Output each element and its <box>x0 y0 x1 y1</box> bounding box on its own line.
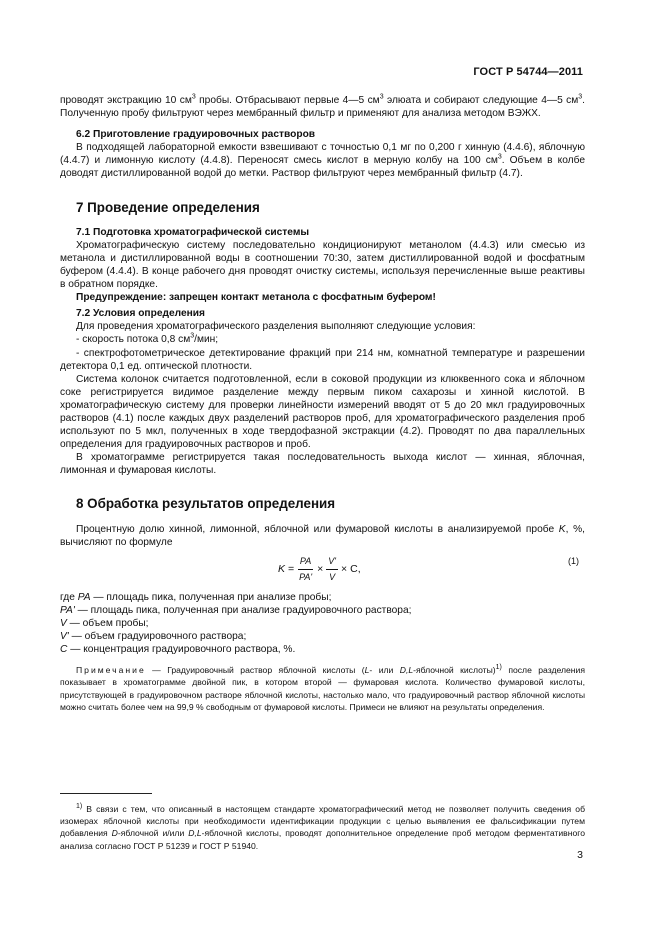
subsection-6-2-paragraph: В подходящей лабораторной емкости взвешивают с точностью 0,1 мг по 0,200 г хинную (4.4.6), яблочную (4.4.7) и лимонную кислоту (4.4.8). Переносят смесь кислот в мерную колбу на 100 $см^3$. Объем в колбе доводят дистиллированной водой до метки. Раствор фильтруют через мембранный фильтр (4.7). <box>60 142 585 180</box>
conditions-intro: Для проведения хроматографического разделения выполняют следующие условия: <box>76 321 476 333</box>
acid-sequence-paragraph: В хроматограмме регистрируется такая последовательность выхода кислот — хинная, яблочная, лимонная и фумаровая кислоты. <box>60 452 585 477</box>
page-content <box>60 94 585 713</box>
footnote-separator <box>60 793 152 794</box>
formula-number: (1) <box>568 555 579 566</box>
definition-v: V — объем пробы; <box>60 617 149 629</box>
formula-rhs: C, <box>350 562 361 575</box>
section-7-heading: 7 Проведение определения <box>76 199 260 215</box>
warning-text: Предупреждение: запрещен контакт метанола с фосфатным буфером! <box>76 292 436 304</box>
section-8-heading: 8 Обработка результатов определения <box>76 496 336 512</box>
subsection-6-2-heading: 6.2 Приготовление градуировочных растворов <box>76 129 316 141</box>
extraction-paragraph: проводят экстракцию 10 $см^3$ пробы. Отбрасывают первые 4—5 $см^3$ элюата и собирают следующие 4—5 $см^3$. Полученную пробу фильтруют через мембранный фильтр и применяют для анализа методом ВЭЖХ. <box>60 93 585 120</box>
footnote: $^{1)}$ В связи с тем, что описанный в настоящем стандарте хроматографический метод не позволяет получить сведения об изомерах яблочной кислоты при необходимости идентификации продукции с целью выявления ее фальсификации путем добавления D-яблочной и/или D,L-яблочной кислоты, проводят дополнительное определение проб методом ферментативного анализа согласно ГОСТ Р 51239 и ГОСТ Р 51940. <box>60 803 585 851</box>
formula-times-sign: × <box>341 562 348 575</box>
formula-expression <box>278 555 361 584</box>
formula-denominator-pa-i: PA' <box>299 571 313 582</box>
definition-pa: где PA — площадь пика, полученная при анализе пробы; <box>60 591 332 603</box>
formula-numerator-pa: PA <box>298 555 313 570</box>
subsection-7-2-heading: 7.2 Условия определения <box>76 308 205 320</box>
definition-c: C — концентрация градуировочного раствора, %. <box>60 644 296 656</box>
formula-block <box>60 551 585 587</box>
formula-times-sign: × <box>317 562 324 575</box>
list-item-flow-rate: - скорость потока 0,8 $см^3$/мин; <box>76 333 219 346</box>
formula-lhs: K = <box>278 562 295 575</box>
note-label: Примечание <box>76 665 146 676</box>
formula-denominator-v: V <box>329 571 336 582</box>
page-number: 3 <box>577 849 583 861</box>
subsection-7-1-heading: 7.1 Подготовка хроматографической системы <box>76 226 310 238</box>
note-paragraph: Примечание — Градуировочный раствор яблочной кислоты (L- или D,L-яблочной кислоты)$^{1)}$ после разделения показывает в хроматограмме двойной пик, в котором второй — фумаровая кислота. Количество фумаровой кислоты, присутствующей в градуировочном растворе яблочной кислоты, настолько мало, что градуировочный раствор яблочной кислоты можно считать более чем на 99,9 % свободным от фумаровой кислоты. Примеси не влияют на результаты определения. <box>60 664 585 712</box>
formula-fraction-volume <box>326 555 338 584</box>
formula-numerator-v-i: V' <box>326 555 338 570</box>
footnote-marker: 1) <box>76 803 83 811</box>
subsection-7-1-paragraph: Хроматографическую систему последовательно кондиционируют метанолом (4.4.3) или смесью из метанола и дистиллированной воды в соотношении 70:30, затем дистиллированной водой и фосфатным буфером (4.4.4). В конце рабочего дня проводят очистку системы, используя перечисленные выше реактивы в обратном порядке. <box>60 239 585 291</box>
formula-fraction-peak-area <box>297 555 314 584</box>
standard-header: ГОСТ Р 54744—2011 <box>473 66 583 78</box>
list-item-detection: - спектрофотометрическое детектирование фракций при 214 нм, комнатной температуре и разрешении детектора 0,1 ед. оптической плотности. <box>60 347 585 372</box>
definition-v-i: V' — объем градуировочного раствора; <box>60 631 247 642</box>
system-ready-paragraph: Система колонок считается подготовленной, если в соковой продукции из клюквенного сока и яблочном соке регистрируется видимое разделение между первым пиком сахарозы и хинной кислотой. В хроматографическую систему для проверки линейности измерений вводят от 5 до 20 мкл градуировочных растворов (4.1) после каждых двух разделений растворов проб, для хроматографического разделения проб используют по 5 мкл, полученных в ходе твердофазной экстракции (4.2). Проводят по два параллельных определения для градуировочных растворов и проб. <box>60 373 585 451</box>
calculation-intro: Процентную долю хинной, лимонной, яблочной или фумаровой кислоты в анализируемой пробе K, %, вычисляют по формуле <box>60 523 585 548</box>
definition-pa-i: PA' — площадь пика, полученная при анализе градуировочного раствора; <box>60 604 412 616</box>
variable-definitions <box>60 591 585 656</box>
